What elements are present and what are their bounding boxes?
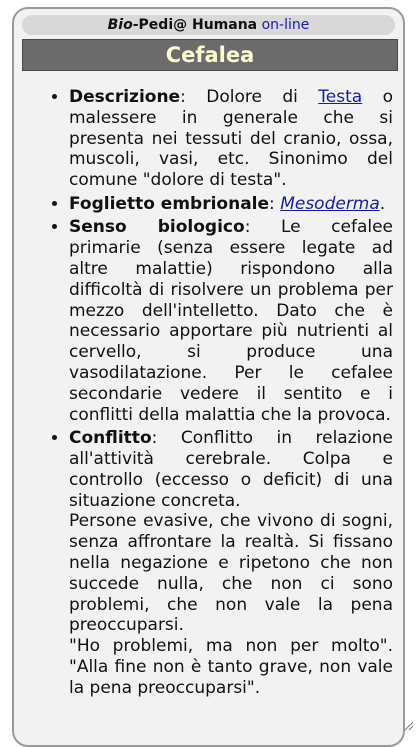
term-foglietto: Foglietto embrionale: [69, 193, 270, 214]
page-frame: [12, 7, 405, 747]
page-title: Cefalea: [22, 39, 398, 71]
conflitto-paragraph-2: Persone evasive, che vivono di sogni, senza affrontare la realtà. Si fissano nella negazione e ripetono che non succede nulla, che non ci sono problemi, che non vale la pena preoccuparsi.: [69, 511, 393, 636]
item-conflitto: • Conflitto: Conflitto in relazione all'attività cerebrale. Colpa e controllo (eccesso o deficit) di una situazione concreta. Persone evasive, che vivono di sogni, senza affrontare la realtà. Si fissano nella negazione e ripetono che non succede nulla, che non ci sono problemi, che non vale la pena preoccuparsi. "Ho problemi, ma non per molto". "Alla fine non è tanto grave, non vale la pena preoccuparsi".: [69, 428, 397, 698]
article-content: [14, 87, 403, 701]
link-testa[interactable]: Testa: [318, 87, 363, 107]
resize-grip-icon[interactable]: [404, 721, 414, 731]
brand-name: -Pedi@ Humana: [132, 17, 258, 33]
term-senso-biologico: Senso biologico: [69, 217, 245, 238]
definition-list: [14, 87, 403, 699]
item-descrizione: • Descrizione: Dolore di Testa o malessere in generale che si presenta nei tessuti del cranio, ossa, muscoli, vasi, etc. Sinonimo del comune "dolore di testa".: [69, 87, 397, 191]
item-foglietto: • Foglietto embrionale: Mesoderma.: [69, 194, 397, 215]
online-link[interactable]: on-line: [261, 17, 310, 33]
item-senso-biologico: • Senso biologico: Le cefalee primarie (senza essere legate ad altre malattie) rispondono alla difficoltà di risolvere un problema per mezzo dell'intelletto. Dato che è necessario apportare più nutrienti al cervello, si produce una vasodilatazione. Per le cefalee secondarie vedere il sentito e i conflitti della malattia che la provoca.: [69, 217, 397, 425]
link-mesoderma[interactable]: Mesoderma: [280, 193, 380, 214]
term-descrizione: Descrizione: [69, 87, 181, 107]
site-header: [22, 15, 395, 35]
conflitto-paragraph-3: "Ho problemi, ma non per molto". "Alla fine non è tanto grave, non vale la pena preoccuparsi".: [69, 636, 393, 698]
term-conflitto: Conflitto: [69, 428, 152, 449]
brand-bio: Bio: [107, 17, 133, 33]
